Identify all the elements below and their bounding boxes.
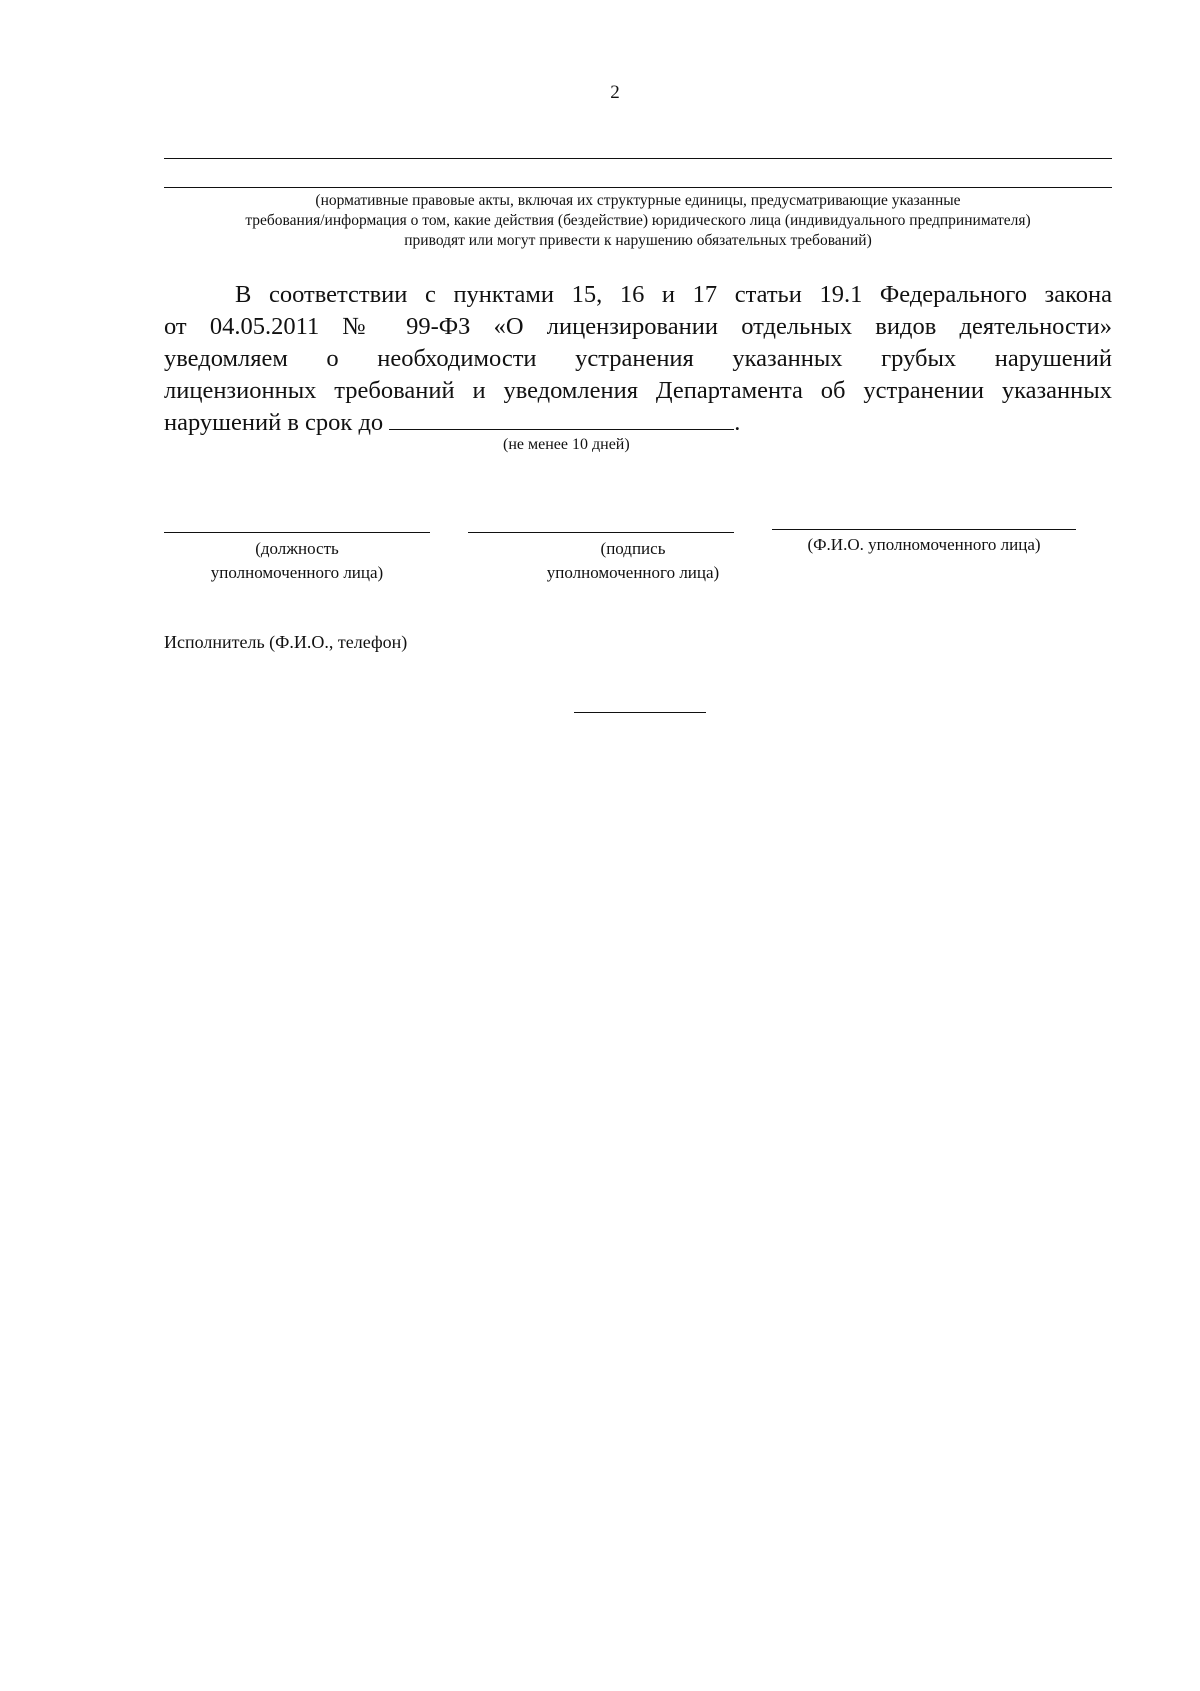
full-name-caption [772,533,1076,557]
paragraph-line-deadline [164,407,1112,439]
deadline-prefix: нарушений в срок до [164,409,384,436]
deadline-blank-field[interactable] [389,407,734,430]
blank-line-acts-1 [164,158,1112,159]
paragraph-line: уведомляем о необходимости устранения указанных грубых нарушений [164,345,1112,372]
page-number: 2 [610,82,620,103]
acts-caption-line: требования/информация о том, какие действия (бездействие) юридического лица (индивидуального предпринимателя) [245,212,1031,229]
full-name-caption-line: (Ф.И.О. уполномоченного лица) [807,535,1041,554]
end-of-document-divider [574,712,706,713]
deadline-hint: (не менее 10 дней) [503,436,630,453]
signature-caption [500,537,766,585]
position-caption-line: (должность [255,539,339,558]
acts-caption-line: приводят или могут привести к нарушению обязательных требований) [404,232,872,249]
deadline-suffix: . [734,409,741,436]
blank-line-acts-2 [164,187,1112,188]
position-caption-line: уполномоченного лица) [210,563,384,582]
executor-label: Исполнитель (Ф.И.О., телефон) [164,632,408,652]
position-caption [164,537,430,585]
full-name-blank-line[interactable] [772,529,1076,530]
position-blank-line[interactable] [164,532,430,533]
acts-caption-line: (нормативные правовые акты, включая их структурные единицы, предусматривающие указанные [315,192,961,209]
signature-caption-line: уполномоченного лица) [546,563,720,582]
paragraph-line: В соответствии с пунктами 15, 16 и 17 статьи 19.1 Федерального закона [235,281,1112,308]
paragraph-line: от 04.05.2011 № 99-ФЗ «О лицензировании отдельных видов деятельности» [164,313,1112,340]
signature-caption-line: (подпись [600,539,666,558]
acts-caption [164,191,1112,251]
signature-blank-line[interactable] [468,532,734,533]
notice-paragraph [164,279,1112,439]
paragraph-line: лицензионных требований и уведомления Департамента об устранении указанных [164,377,1112,404]
